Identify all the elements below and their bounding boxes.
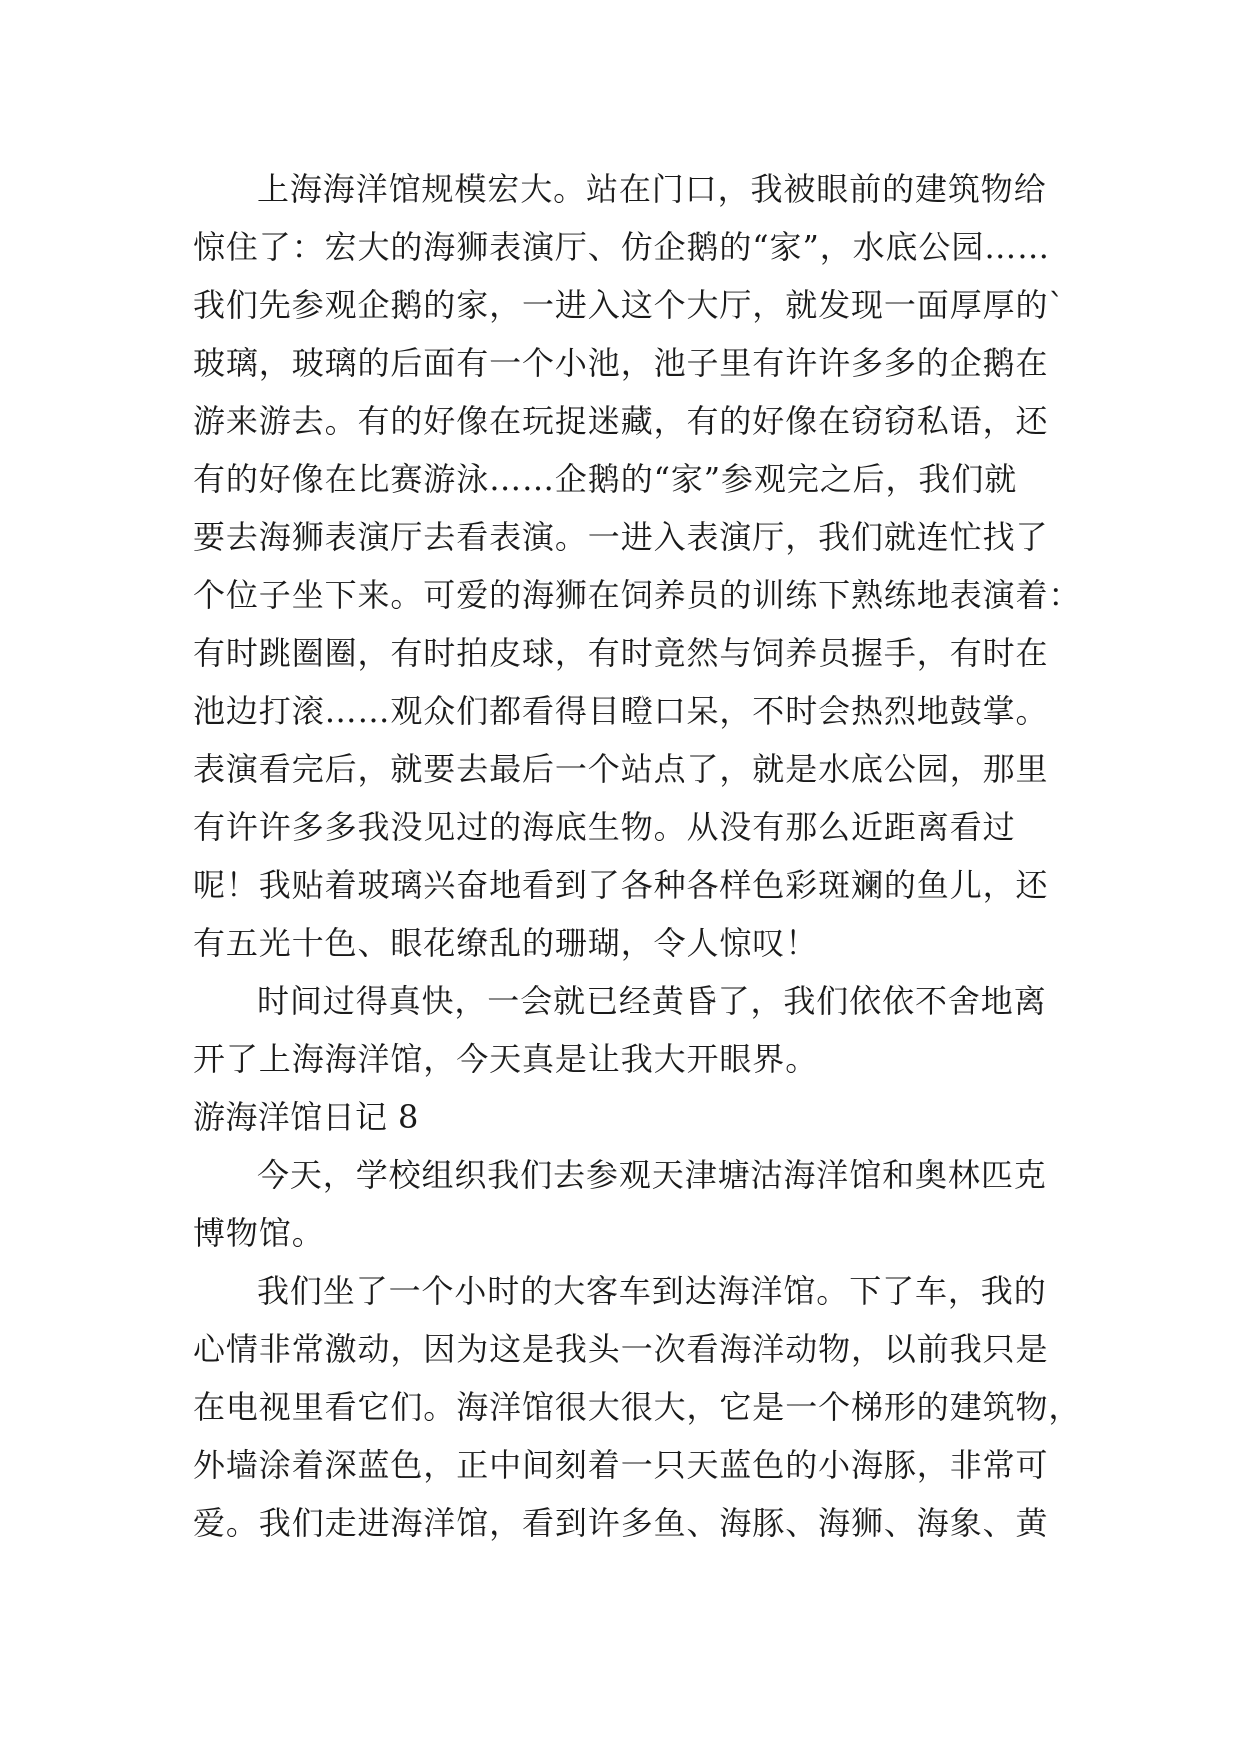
text-line: 博物馆。 — [193, 1214, 325, 1252]
text-line: 开了上海海洋馆，今天真是让我大开眼界。 — [193, 1040, 819, 1078]
text-line: 惊住了：宏大的海狮表演厅、仿企鹅的“家”，水底公园…… — [193, 228, 1051, 266]
text-line: 在电视里看它们。海洋馆很大很大，它是一个梯形的建筑物， — [193, 1388, 1082, 1426]
text-line: 个位子坐下来。可爱的海狮在饲养员的训练下熟练地表演着： — [193, 576, 1082, 614]
text-line: 呢！我贴着玻璃兴奋地看到了各种各样色彩斑斓的鱼儿，还 — [193, 866, 1049, 904]
text-line: 玻璃，玻璃的后面有一个小池，池子里有许许多多的企鹅在 — [193, 344, 1049, 382]
text-line: 有五光十色、眼花缭乱的珊瑚，令人惊叹！ — [193, 924, 819, 962]
text-line: 有时跳圈圈，有时拍皮球，有时竟然与饲养员握手，有时在 — [193, 634, 1049, 672]
text-line: 心情非常激动，因为这是我头一次看海洋动物，以前我只是 — [193, 1330, 1049, 1368]
document-body — [193, 160, 1082, 1552]
text-line: 游来游去。有的好像在玩捉迷藏，有的好像在窃窃私语，还 — [193, 402, 1049, 440]
text-line: 爱。我们走进海洋馆，看到许多鱼、海豚、海狮、海象、黄 — [193, 1504, 1049, 1542]
text-line: 上海海洋馆规模宏大。站在门口，我被眼前的建筑物给 — [257, 170, 1047, 208]
section-heading: 游海洋馆日记 8 — [193, 1098, 419, 1136]
text-line: 表演看完后，就要去最后一个站点了，就是水底公园，那里 — [193, 750, 1049, 788]
text-line: 我们先参观企鹅的家，一进入这个大厅，就发现一面厚厚的` — [193, 286, 1066, 324]
text-line: 我们坐了一个小时的大客车到达海洋馆。下了车，我的 — [257, 1272, 1047, 1310]
text-line: 外墙涂着深蓝色，正中间刻着一只天蓝色的小海豚，非常可 — [193, 1446, 1049, 1484]
text-line: 池边打滚……观众们都看得目瞪口呆，不时会热烈地鼓掌。 — [193, 692, 1049, 730]
text-line: 要去海狮表演厅去看表演。一进入表演厅，我们就连忙找了 — [193, 518, 1049, 556]
text-line: 今天，学校组织我们去参观天津塘沽海洋馆和奥林匹克 — [257, 1156, 1047, 1194]
text-line: 时间过得真快，一会就已经黄昏了，我们依依不舍地离 — [257, 982, 1047, 1020]
text-line: 有的好像在比赛游泳……企鹅的“家”参观完之后，我们就 — [193, 460, 1018, 498]
text-line: 有许许多多我没见过的海底生物。从没有那么近距离看过 — [193, 808, 1016, 846]
